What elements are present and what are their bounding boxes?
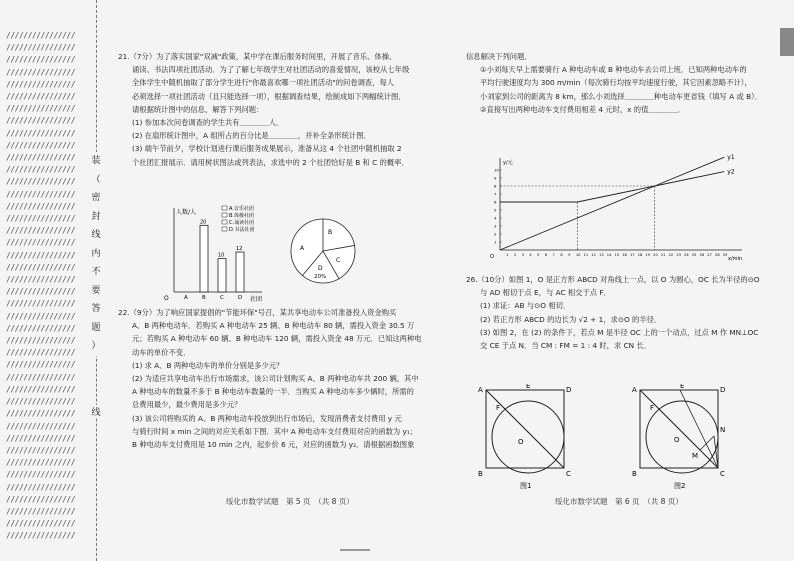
x-tick-label: 8 bbox=[560, 253, 563, 257]
text-line: 总费用最少，最少费用是多少元？ bbox=[132, 400, 242, 410]
hatch-line: //////////////// bbox=[6, 189, 76, 199]
binding-hatch bbox=[6, 30, 86, 540]
fig2-label-m: M bbox=[692, 452, 699, 460]
series-label-y1: y1 bbox=[727, 154, 735, 162]
legend-entry: C.诵读社团 bbox=[229, 220, 255, 226]
fig2-label-n: N bbox=[720, 426, 726, 434]
series-label-y2: y2 bbox=[727, 168, 735, 176]
x-tick-label: 16 bbox=[622, 253, 627, 257]
text-line: 交 CE 于点 N．当 CM : FM = 1 : 4 时，求 CN 长． bbox=[480, 341, 652, 351]
seal-char: 装 bbox=[91, 156, 101, 166]
hatch-line: //////////////// bbox=[6, 494, 76, 504]
text-line: (3) 如图 2，在 (2) 的条件下，若点 M 是半径 OC 上的一个动点，过点 M 作 MN⊥OC bbox=[480, 327, 759, 337]
seal-char: 题 bbox=[91, 322, 101, 333]
bar-value-label: 10 bbox=[218, 252, 225, 259]
x-tick-label: 19 bbox=[645, 253, 651, 257]
x-tick-label: 27 bbox=[707, 253, 712, 257]
corner-tab bbox=[780, 28, 794, 56]
hatch-line: //////////////// bbox=[6, 262, 76, 272]
fig2-label-e: E bbox=[680, 384, 685, 390]
text-line: (1) 参加本次问卷调查的学生共有＿＿＿＿人． bbox=[132, 118, 284, 128]
x-tick-label: 20 bbox=[653, 253, 658, 257]
text-line: (1) 求 A、B 两种电动车的单价分别是多少元？ bbox=[132, 360, 284, 370]
text-line: (2) 若正方形 ABCD 的边长为 √2 + 1，求⊙O 的半径． bbox=[480, 314, 662, 324]
seal-text bbox=[86, 152, 106, 356]
y-tick-label: 8 bbox=[494, 183, 497, 189]
seal-char: ） bbox=[91, 341, 101, 351]
hatch-line: //////////////// bbox=[6, 31, 76, 40]
fig2-caption: 图2 bbox=[674, 482, 686, 490]
bar-origin: O bbox=[164, 295, 169, 302]
hatch-line: //////////////// bbox=[6, 519, 76, 529]
x-tick-label: 29 bbox=[722, 253, 728, 257]
x-tick-label: 5 bbox=[537, 253, 540, 257]
text-line: B 种电动车支付费用是 10 min 之内，起步价 6 元，对应的函数为 y₂．请根据函数图象 bbox=[132, 440, 415, 450]
fig1-caption: 图1 bbox=[520, 482, 532, 490]
hatch-line: //////////////// bbox=[6, 153, 76, 163]
x-tick-label: 7 bbox=[552, 253, 555, 257]
fig1-label-e: E bbox=[526, 384, 531, 390]
text-line: 与骑行时间 x min 之间的对应关系如下图．其中 A 种电动车支付费用对应的函数为 y₁； bbox=[132, 426, 418, 436]
hatch-line: //////////////// bbox=[6, 238, 76, 248]
x-tick-label: 18 bbox=[637, 253, 643, 257]
bar-mark bbox=[200, 225, 208, 292]
x-tick-label: 28 bbox=[715, 253, 720, 257]
fig1-label-f: F bbox=[496, 404, 501, 412]
text-line: (2) 在扇形统计图中，A 组所占的百分比是＿＿＿＿，并补全条形统计图． bbox=[132, 131, 371, 141]
hatch-line: //////////////// bbox=[6, 311, 76, 321]
series-line-y1 bbox=[500, 157, 724, 250]
fig2-label-f: F bbox=[650, 404, 655, 412]
text-line: (2) 为适应共享电动车出行市场需求，该公司计划购买 A、B 两种电动车共 200 辆，其中 bbox=[132, 374, 419, 384]
hatch-line: //////////////// bbox=[6, 531, 76, 540]
footer-page-6: 绥化市数学试题 第 6 页 （共 8 页） bbox=[555, 497, 683, 506]
fig1-label-d: D bbox=[566, 386, 572, 394]
hatch-line: //////////////// bbox=[6, 43, 76, 53]
fig1-label-o: O bbox=[518, 438, 524, 446]
hatch-line: //////////////// bbox=[6, 165, 76, 175]
y-tick-label: 6 bbox=[494, 199, 497, 205]
hatch-line: //////////////// bbox=[6, 299, 76, 309]
legend-swatch bbox=[222, 227, 227, 231]
hatch-line: //////////////// bbox=[6, 372, 76, 382]
hatch-line: //////////////// bbox=[6, 55, 76, 65]
hatch-line: //////////////// bbox=[6, 482, 76, 492]
fig2-label-c: C bbox=[720, 470, 725, 478]
text-line: 必须选择一项社团活动（且只能选择一项），根据调查结果，绘制成如下两幅统计图． bbox=[132, 91, 406, 101]
fig2-label-o: O bbox=[674, 436, 680, 444]
x-tick-label: 13 bbox=[599, 253, 604, 257]
text-line: ②直接写出两种电动车支付费用相差 4 元时，x 的值＿＿＿＿． bbox=[480, 104, 685, 114]
text-line: ①小刘每天早上需要骑行 A 种电动车或 B 种电动车去公司上班．已知两种电动车的 bbox=[480, 65, 747, 75]
text-line: (1) 求证：AB 与⊙O 相切． bbox=[480, 301, 571, 311]
seal-xian: 线 bbox=[86, 405, 106, 418]
figure-2 bbox=[628, 384, 738, 492]
text-line: (3) 端午节前夕，学校计划进行课后服务成果展示，准备从这 4 个社团中随机抽取 2 bbox=[132, 144, 402, 154]
bar-xlabel: 社团 bbox=[250, 296, 263, 302]
x-tick-label: 3 bbox=[521, 253, 524, 257]
question-26 bbox=[466, 273, 766, 352]
question-22 bbox=[118, 306, 448, 451]
seal-char: 线 bbox=[91, 230, 101, 240]
page-6 bbox=[466, 50, 766, 116]
x-axis-label: x/min bbox=[728, 256, 743, 262]
seal-char: （ bbox=[91, 174, 101, 185]
text-line: (3) 该公司将购买的 A、B 两种电动车投放到出行市场后，发现消费者支付费用 y 元 bbox=[132, 413, 402, 423]
text-line: 请根据统计图中的信息，解答下列问题： bbox=[132, 104, 264, 114]
y-tick-label: 2 bbox=[494, 231, 497, 237]
bar-tick-label: D bbox=[238, 295, 243, 301]
x-tick-label: 12 bbox=[591, 253, 596, 257]
hatch-line: //////////////// bbox=[6, 92, 76, 102]
fig1-label-b: B bbox=[478, 470, 483, 478]
hatch-line: //////////////// bbox=[6, 226, 76, 236]
text-line: 个社团汇报展示．请用树状图法或列表法，求选中的 2 个社团恰好是 B 和 C 的概率． bbox=[132, 157, 409, 167]
x-tick-label: 21 bbox=[660, 253, 666, 257]
hatch-line: //////////////// bbox=[6, 79, 76, 89]
fig1-label-c: C bbox=[566, 470, 571, 478]
hatch-line: //////////////// bbox=[6, 384, 76, 394]
bar-value-label: 12 bbox=[236, 246, 243, 252]
legend-entry: B.体操社团 bbox=[229, 213, 255, 219]
bar-chart bbox=[162, 202, 272, 302]
pie-chart bbox=[288, 216, 358, 286]
hatch-line: //////////////// bbox=[6, 128, 76, 138]
pie-slice-label: D bbox=[318, 265, 323, 272]
x-tick-label: 22 bbox=[668, 253, 674, 257]
x-tick-label: 4 bbox=[529, 253, 532, 257]
hatch-line: //////////////// bbox=[6, 506, 76, 516]
text-line: 动车的单价不变． bbox=[132, 347, 191, 357]
bottom-mark bbox=[340, 549, 370, 551]
origin-label: O bbox=[490, 254, 494, 260]
hatch-line: //////////////// bbox=[6, 104, 76, 114]
x-tick-label: 23 bbox=[676, 253, 681, 257]
y-tick-label: 5 bbox=[494, 207, 497, 213]
figure-1 bbox=[474, 384, 574, 492]
hatch-line: //////////////// bbox=[6, 458, 76, 468]
y-tick-label: 1 bbox=[494, 239, 497, 245]
x-tick-label: 1 bbox=[506, 253, 509, 257]
legend-swatch bbox=[222, 213, 227, 217]
hatch-line: //////////////// bbox=[6, 336, 76, 346]
legend-swatch bbox=[222, 220, 227, 224]
hatch-line: //////////////// bbox=[6, 323, 76, 333]
fig1-label-a: A bbox=[478, 386, 483, 394]
fig2-label-d: D bbox=[720, 386, 726, 394]
hatch-line: //////////////// bbox=[6, 140, 76, 150]
text-line: 信息解决下列问题． bbox=[466, 52, 532, 61]
fig2-label-a: A bbox=[632, 386, 637, 394]
legend-swatch bbox=[222, 206, 227, 210]
text-line: 全体学生中随机抽取了部分学生进行"你最喜欢哪一项社团活动"的问卷调查，每人 bbox=[132, 78, 395, 88]
seal-char: 要 bbox=[91, 285, 101, 296]
hatch-line: //////////////// bbox=[6, 177, 76, 187]
hatch-line: //////////////// bbox=[6, 409, 76, 419]
seal-char: 答 bbox=[91, 304, 101, 314]
seal-char: 密 bbox=[91, 193, 101, 203]
x-tick-label: 26 bbox=[699, 253, 705, 257]
x-tick-label: 2 bbox=[513, 253, 517, 257]
x-tick-label: 11 bbox=[583, 253, 589, 257]
text-line: A、B 两种电动车．若购买 A 种电动车 25 辆、B 种电动车 80 辆，需投入资金 30.5 万 bbox=[132, 321, 415, 331]
text-line: 21.（7分）为了落实国家"双减"政策，某中学在课后服务时间里，开展了音乐、体操、 bbox=[118, 52, 397, 61]
legend-entry: A.音乐社团 bbox=[229, 206, 254, 212]
hatch-line: //////////////// bbox=[6, 421, 76, 431]
x-tick-label: 17 bbox=[629, 253, 635, 257]
text-line: A 种电动车的数量不多于 B 种电动车数量的一半．当购买 A 种电动车多少辆时，所需的 bbox=[132, 387, 414, 397]
legend-entry: D.书法社团 bbox=[229, 227, 255, 233]
pie-slice-label: B bbox=[328, 229, 333, 236]
x-tick-label: 10 bbox=[575, 253, 581, 257]
text-line: 22.（9分）为了响应国家提倡的"节能环保"号召，某共享电动车公司准备投入资金购买 bbox=[118, 308, 397, 317]
hatch-line: //////////////// bbox=[6, 397, 76, 407]
hatch-line: //////////////// bbox=[6, 433, 76, 443]
pie-d-percent: 20% bbox=[314, 274, 327, 280]
x-tick-label: 9 bbox=[568, 253, 571, 257]
text-line: 元；若购买 A 种电动车 60 辆、B 种电动车 120 辆，需投入资金 48 万元．已知这两种电 bbox=[132, 334, 422, 344]
pie-slice-label: A bbox=[300, 245, 305, 252]
x-tick-label: 6 bbox=[544, 253, 548, 257]
series-line-y2 bbox=[500, 172, 724, 202]
bar-value-label: 20 bbox=[200, 219, 207, 226]
seal-char: 不 bbox=[91, 267, 101, 277]
hatch-line: //////////////// bbox=[6, 67, 76, 77]
page-5 bbox=[118, 50, 448, 169]
x-tick-label: 15 bbox=[614, 253, 620, 257]
hatch-line: //////////////// bbox=[6, 116, 76, 126]
text-line: 与 AD 相切于点 E，与 AC 相交于点 F． bbox=[480, 288, 611, 298]
hatch-line: //////////////// bbox=[6, 445, 76, 455]
y-axis-label: y/元 bbox=[503, 160, 513, 166]
hatch-line: //////////////// bbox=[6, 470, 76, 480]
hatch-line: //////////////// bbox=[6, 201, 76, 211]
text-line: 26.（10分）如图 1，O 是正方形 ABCD 对角线上一点，以 O 为圆心，OC 长为半径的⊙O bbox=[466, 275, 760, 284]
bar-tick-label: A bbox=[184, 295, 188, 301]
footer-page-5: 绥化市数学试题 第 5 页 （共 8 页） bbox=[226, 497, 354, 506]
bar-mark bbox=[236, 252, 244, 292]
y-tick-label: 3 bbox=[494, 223, 497, 229]
text-line: 诵读、书法四项社团活动．为了了解七年级学生对社团活动的喜爱情况，该校从七年级 bbox=[132, 65, 410, 75]
y-tick-label: 4 bbox=[494, 215, 497, 221]
pie-slice-label: C bbox=[336, 257, 341, 264]
seal-char: 内 bbox=[91, 248, 101, 259]
y-tick-label: 9 bbox=[494, 175, 497, 181]
hatch-line: //////////////// bbox=[6, 275, 76, 285]
hatch-line: //////////////// bbox=[6, 287, 76, 297]
hatch-line: //////////////// bbox=[6, 250, 76, 260]
seal-char: 封 bbox=[91, 211, 101, 222]
text-line: 平均行驶速度均为 300 m/min（每次骑行均按平均速度行驶，其它因素忽略不计）， bbox=[480, 78, 752, 88]
y-tick-label: 7 bbox=[494, 191, 497, 197]
bar-ylabel: 人数/人 bbox=[176, 209, 197, 216]
y-tick-label: 10 bbox=[494, 167, 499, 173]
fig2-label-b: B bbox=[632, 470, 637, 478]
x-tick-label: 24 bbox=[684, 253, 689, 257]
text-line: 小刘家到公司的距离为 8 km，那么小刘选择＿＿＿＿种电动车更省钱（填写 A 或 B）． bbox=[480, 91, 763, 101]
hatch-line: //////////////// bbox=[6, 214, 76, 224]
bar-mark bbox=[218, 259, 226, 292]
x-tick-label: 14 bbox=[606, 253, 612, 257]
function-graph bbox=[488, 152, 758, 270]
bar-tick-label: B bbox=[202, 295, 206, 301]
hatch-line: //////////////// bbox=[6, 360, 76, 370]
bar-tick-label: C bbox=[220, 295, 224, 301]
hatch-line: //////////////// bbox=[6, 348, 76, 358]
x-tick-label: 25 bbox=[691, 253, 697, 257]
